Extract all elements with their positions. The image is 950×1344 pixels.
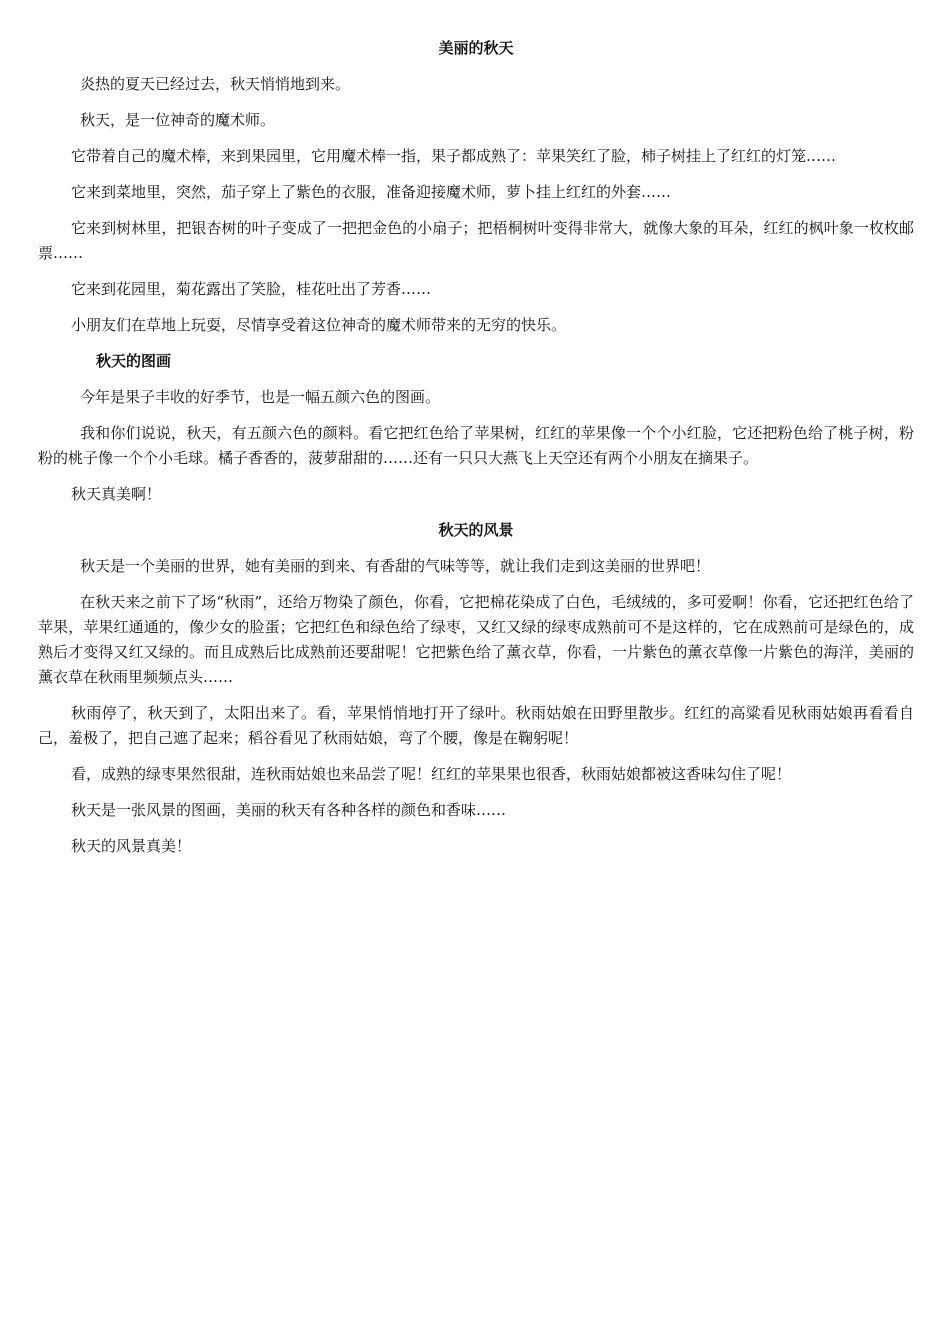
paragraph: 秋天，是一位神奇的魔术师。	[80, 111, 276, 129]
document-page	[38, 36, 914, 859]
paragraph: 秋天是一个美丽的世界，她有美丽的到来、有香甜的气味等等，就让我们走到这美丽的世界吧！	[80, 557, 711, 575]
section-title: 美丽的秋天	[438, 39, 514, 57]
paragraph: 秋雨停了，秋天到了，太阳出来了。看，苹果悄悄地打开了绿叶。秋雨姑娘在田野里散步。红红的高粱看见秋雨姑娘再看看自己，羞极了，把自己遮了起来；稻谷看见了秋雨姑娘，弯了个腰，像是在鞠躬呢！	[38, 704, 914, 747]
paragraph: 秋天真美啊！	[71, 485, 162, 503]
paragraph: 它带着自己的魔术棒，来到果园里，它用魔术棒一指，果子都成熟了：苹果笑红了脸，柿子树挂上了红红的灯笼……	[71, 147, 837, 165]
paragraph: 小朋友们在草地上玩耍，尽情享受着这位神奇的魔术师带来的无穷的快乐。	[71, 316, 567, 334]
section-title: 秋天的图画	[96, 352, 172, 370]
paragraph: 我和你们说说，秋天，有五颜六色的颜料。看它把红色给了苹果树，红红的苹果像一个个小红脸，它还把粉色给了桃子树，粉粉的桃子像一个个小毛球。橘子香香的，菠萝甜甜的……还有一只只大燕飞上天空还有两个小朋友在摘果子。	[38, 424, 914, 467]
paragraph: 秋天的风景真美！	[71, 837, 192, 855]
paragraph: 它来到花园里，菊花露出了笑脸，桂花吐出了芳香……	[71, 280, 432, 298]
paragraph: 看，成熟的绿枣果然很甜，连秋雨姑娘也来品尝了呢！红红的苹果果也很香，秋雨姑娘都被这香味勾住了呢！	[71, 765, 792, 783]
paragraph: 它来到树林里，把银杏树的叶子变成了一把把金色的小扇子；把梧桐树叶变得非常大，就像大象的耳朵，红红的枫叶象一枚枚邮票……	[38, 219, 914, 262]
section-title: 秋天的风景	[438, 521, 514, 539]
paragraph: 在秋天来之前下了场“秋雨”，还给万物染了颜色，你看，它把棉花染成了白色，毛绒绒的，多可爱啊！你看，它还把红色给了苹果，苹果红通通的，像少女的脸蛋；它把红色和绿色给了绿枣，又红又绿的绿枣成熟前可不是这样的，它在成熟前可是绿色的，成熟后才变得又红又绿的。而且成熟后比成熟前还要甜呢！它把紫色给了薰衣草，你看，一片紫色的薰衣草像一片紫色的海洋，美丽的薰衣草在秋雨里频频点头……	[38, 593, 914, 686]
paragraph: 炎热的夏天已经过去，秋天悄悄地到来。	[80, 75, 351, 93]
paragraph: 秋天是一张风景的图画，美丽的秋天有各种各样的颜色和香味……	[71, 801, 507, 819]
paragraph: 今年是果子丰收的好季节，也是一幅五颜六色的图画。	[80, 388, 441, 406]
paragraph: 它来到菜地里，突然，茄子穿上了紫色的衣服，准备迎接魔术师，萝卜挂上红红的外套……	[71, 183, 672, 201]
